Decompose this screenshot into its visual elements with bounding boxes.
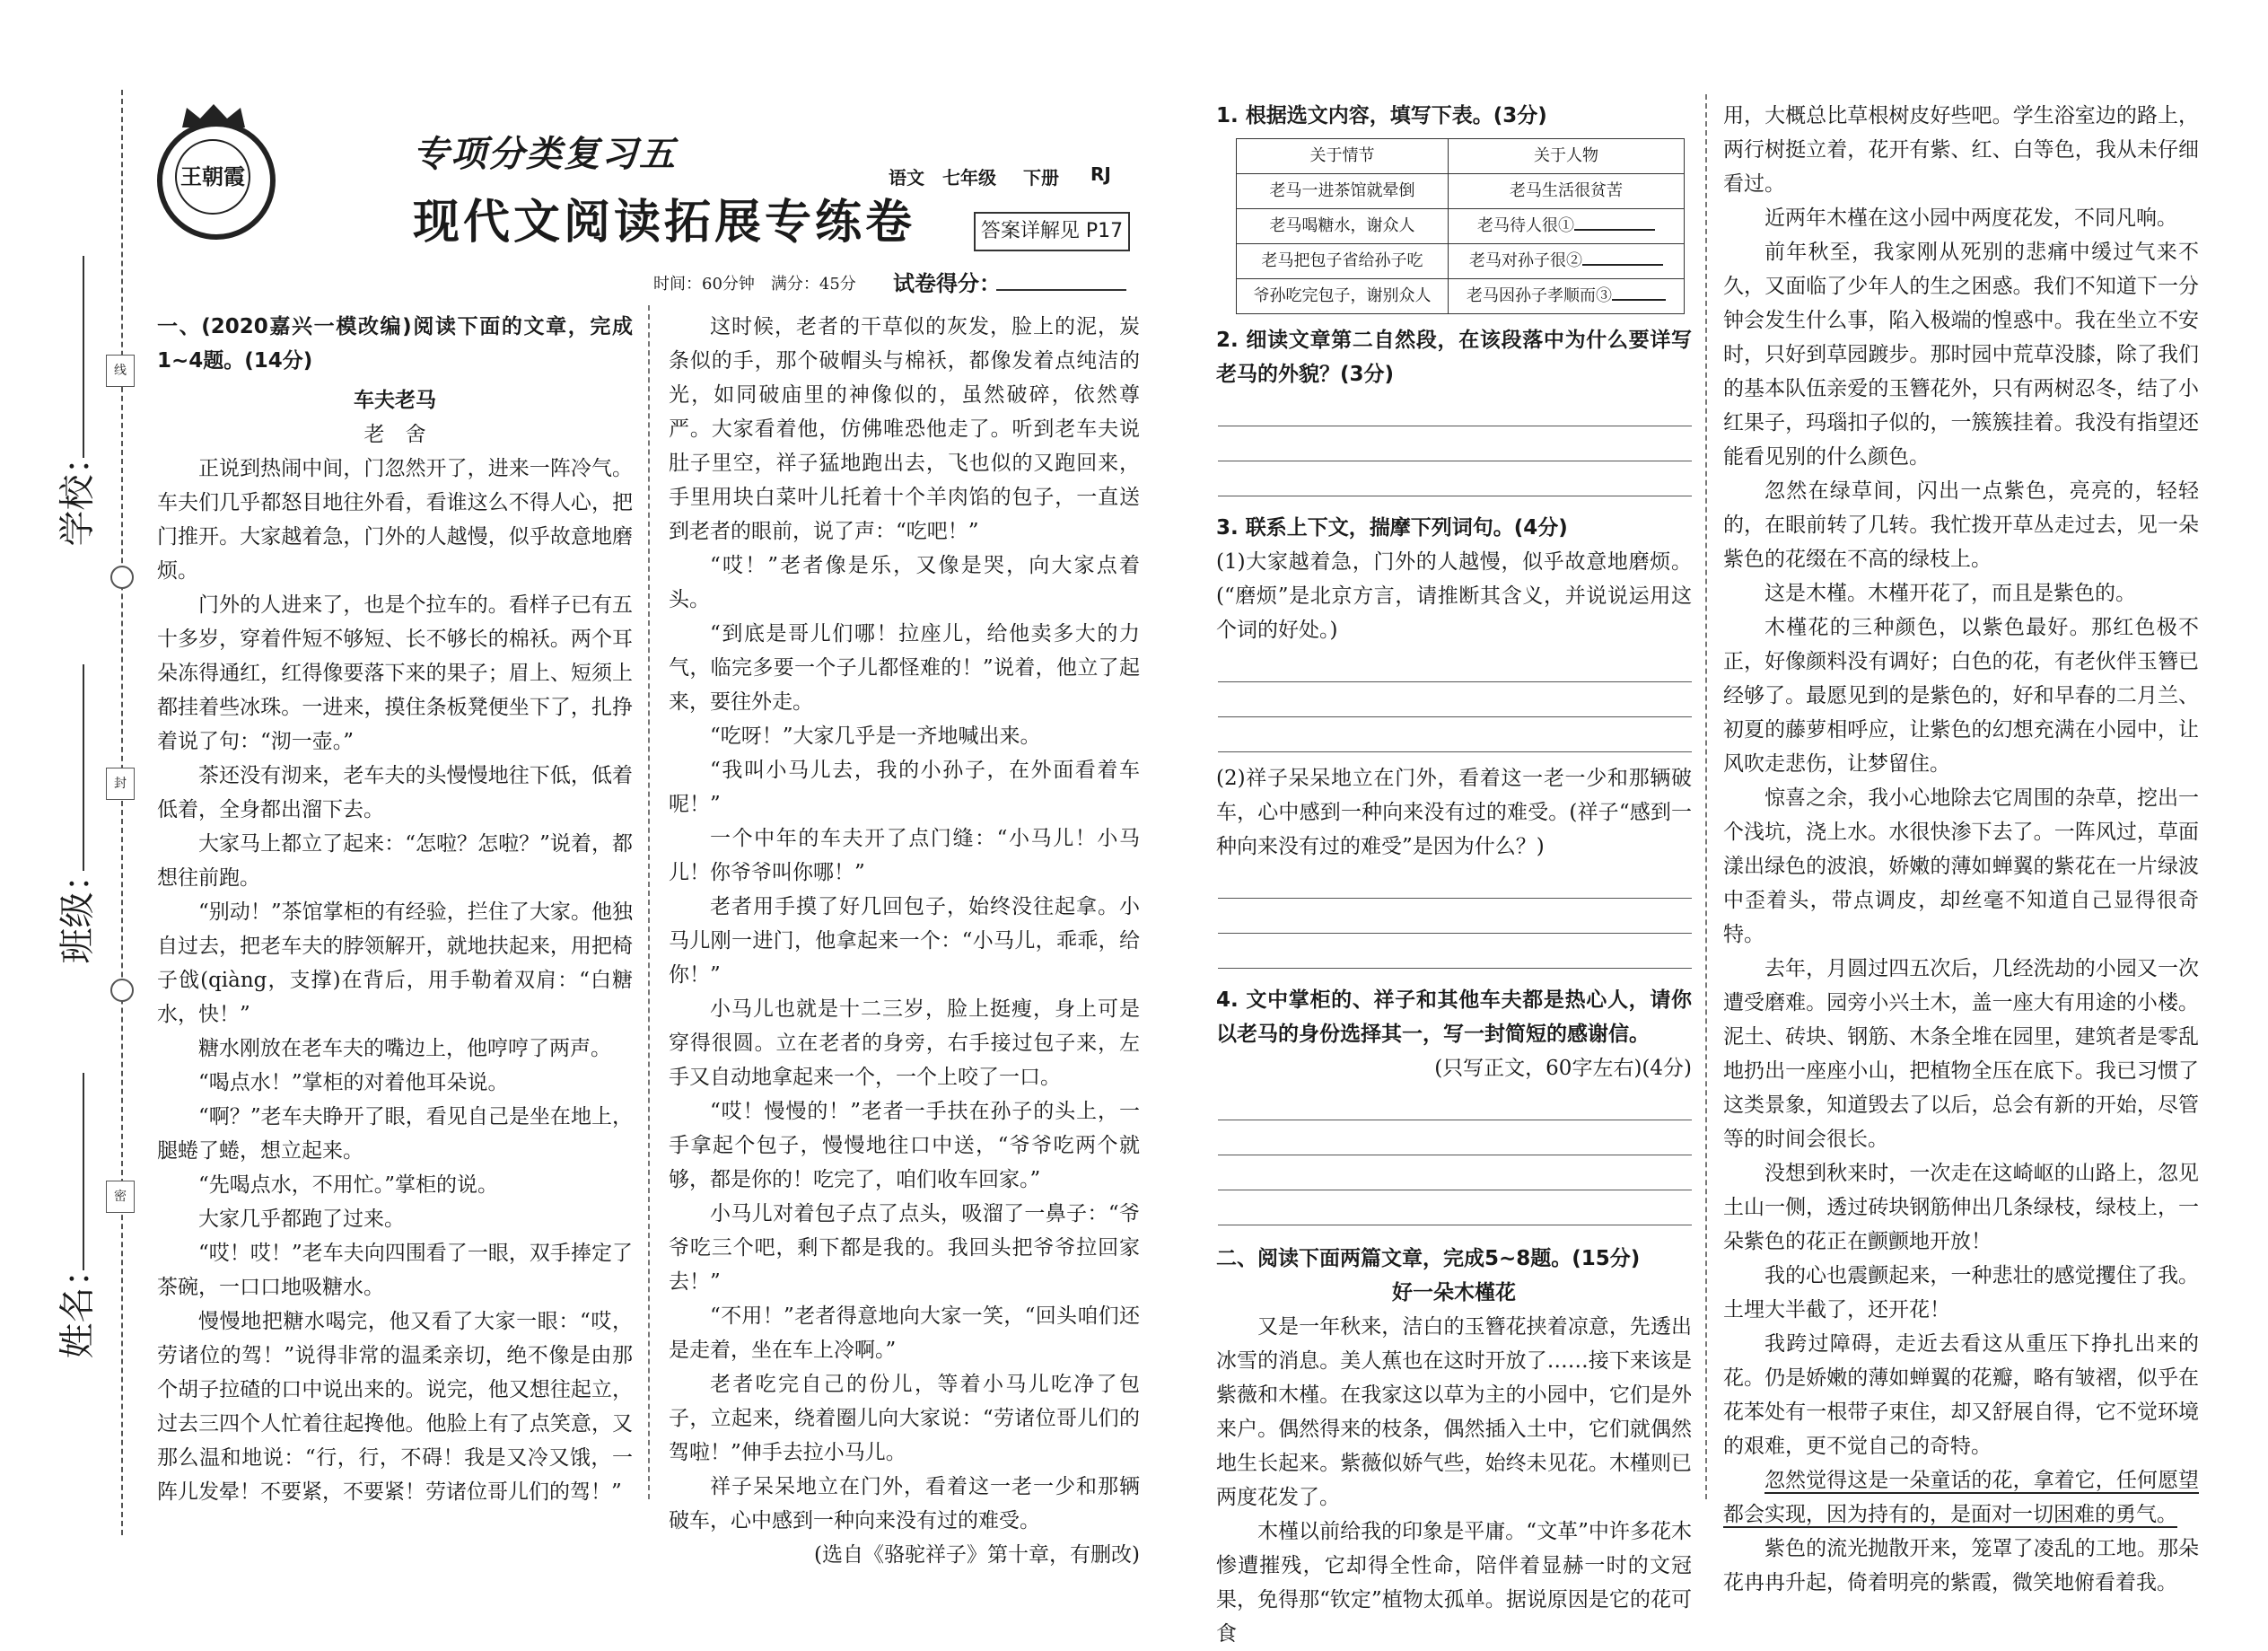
article1-paragraph: 门外的人进来了，也是个拉车的。看样子已有五十多岁，穿着件短不够短、长不够长的棉袄。两个耳朵冻得通红，红得像要落下来的果子；眉上、短须上都挂着些冰珠。一进来，摸住条板凳便坐下了，扎挣着说了句：“沏一壶。” xyxy=(157,593,633,753)
article2-paragraph: 没想到秋来时，一次走在这崎岖的山路上，忽见土山一侧，透过砖块钢筋伸出几条绿枝，绿枝上，一朵紫色的花正在颤颤地开放！ xyxy=(1723,1162,2199,1253)
volume-tag: 下册 xyxy=(1023,167,1059,189)
table-cell: 老马一进茶馆就晕倒 xyxy=(1237,174,1449,209)
grade-tag: 七年级 xyxy=(942,167,996,189)
article1-paragraph: “先喝点水，不用忙。”掌柜的说。 xyxy=(198,1173,499,1197)
question-3-1: (1)大家越着急，门外的人越慢，似乎故意地磨烦。(“磨烦”是北京方言，请推断其含义，并说说运用这个词的好处。) xyxy=(1216,550,1692,642)
article2-paragraph: 用，大概总比草根树皮好些吧。学生浴室边的路上，两行树挺立着，花开有紫、红、白等色，我从未仔细看过。 xyxy=(1723,104,2199,196)
binding-hole-bottom xyxy=(110,979,134,1002)
article1-paragraph: “哎！”老者像是乐，又像是哭，向大家点着头。 xyxy=(669,554,1140,611)
article2-paragraph: 前年秋至，我家刚从死别的悲痛中缓过气来不久，又面临了少年人的生之困惑。我们不知道下一分钟会发生什么事，陷入极端的惶惑中。我在坐立不安时，只好到草园踱步。那时园中荒草没膝，除了我们的基本队伍亲爱的玉簪花外，只有两树忍冬，结了小红果子，玛瑙扣子似的，一簇簇挂着。我没有指望还能看见别的什么颜色。 xyxy=(1723,241,2199,469)
score-field[interactable] xyxy=(996,289,1126,291)
table-answer-cell[interactable] xyxy=(1449,209,1685,244)
class-field[interactable] xyxy=(83,664,84,871)
article1-paragraph: “我叫小马儿去，我的小孙子，在外面看着车呢！” xyxy=(669,759,1140,816)
score-label: 试卷得分： xyxy=(893,271,1001,296)
answer-line[interactable] xyxy=(1218,934,1692,969)
table-answer-cell[interactable] xyxy=(1449,279,1685,314)
article1-paragraph: 小马儿对着包子点了点头，吸溜了一鼻子：“爷爷吃三个吧，剩下都是我的。我回头把爷爷拉回家去！” xyxy=(669,1202,1140,1294)
column-1 xyxy=(157,310,633,1509)
name-label: 姓名： xyxy=(57,1251,99,1359)
part2-instruction: 二、阅读下面两篇文章，完成5~8题。(15分) xyxy=(1216,1247,1641,1270)
article2-paragraph: 紫色的流光抛散开来，笼罩了凌乱的工地。那朵花冉冉升起，倚着明亮的紫霞，微笑地俯看着我。 xyxy=(1723,1537,2199,1594)
article1-paragraph: “啊？”老车夫睁开了眼，看见自己是坐在地上，腿蜷了蜷，想立起来。 xyxy=(157,1105,633,1163)
article1-paragraph: “吃呀！”大家几乎是一齐地喊出来。 xyxy=(710,725,1041,748)
class-label: 班级： xyxy=(57,856,99,964)
table-cell: 爷孙吃完包子，谢别众人 xyxy=(1237,279,1449,314)
column-4 xyxy=(1723,99,2199,1600)
article2-paragraph: 我的心也震颤起来，一种悲壮的感觉攫住了我。土埋大半截了，还开花！ xyxy=(1723,1264,2199,1322)
article2-paragraph: 去年，月圆过四五次后，几经洗劫的小园又一次遭受磨难。园旁小兴土木，盖一座大有用途的小楼。泥土、砖块、钢筋、木条全堆在园里，建筑者是零乱地扔出一座座小山，把植物全压在底下。我已习惯了这类景象，知道毁去了以后，总会有新的开始，尽管等的时间会很长。 xyxy=(1723,957,2199,1151)
article1-paragraph: 茶还没有沏来，老车夫的头慢慢地往下低，低着低着，全身都出溜下去。 xyxy=(157,764,633,821)
article1-paragraph: “别动！”茶馆掌柜的有经验，拦住了大家。他独自过去，把老车夫的脖领解开，就地扶起来，用把椅子戗(qiàng，支撑)在背后，用手勒着双肩：“白糖水，快！” xyxy=(157,900,633,1026)
article1-author: 老 舍 xyxy=(363,423,426,446)
table-cell: 老马喝糖水，谢众人 xyxy=(1237,209,1449,244)
part1-instruction: 一、(2020嘉兴一模改编)阅读下面的文章，完成1~4题。(14分) xyxy=(157,315,633,373)
article1-paragraph: 慢慢地把糖水喝完，他又看了大家一眼：“哎，劳诸位的驾！”说得非常的温柔亲切，绝不像是由那个胡子拉碴的口中说出来的。说完，他又想往起立，过去三四个人忙着往起搀他。他脸上有了点笑意，又那么温和地说：“行，行，不碍！我是又冷又饿，一阵儿发晕！不要紧，不要紧！劳诸位哥儿们的驾！” xyxy=(157,1310,633,1504)
article1-paragraph: 祥子呆呆地立在门外，看着这一老一少和那辆破车，心中感到一种向来没有过的难受。 xyxy=(669,1475,1140,1532)
table-header: 关于情节 xyxy=(1237,139,1449,174)
binding-line xyxy=(121,90,123,1535)
question-3-2: (2)祥子呆呆地立在门外，看着这一老一少和那辆破车，心中感到一种向来没有过的难受。(祥子“感到一种向来没有过的难受”是因为什么？) xyxy=(1216,767,1692,858)
answer-line[interactable] xyxy=(1218,717,1692,752)
answer-line[interactable] xyxy=(1218,1085,1692,1120)
article2-paragraph: 又是一年秋来，洁白的玉簪花挟着凉意，先透出冰雪的消息。美人蕉也在这时开放了……接下来该是紫薇和木槿。在我家这以草为主的小园中，它们是外来户。偶然得来的枝条，偶然插入土中，它们就偶然地生长起来。紫薇似娇气些，始终未见花。木槿则已两度花发了。 xyxy=(1216,1315,1692,1509)
answer-line[interactable] xyxy=(1218,1155,1692,1190)
answer-line[interactable] xyxy=(1218,899,1692,934)
article2-title: 好一朵木槿花 xyxy=(1392,1281,1516,1304)
underlined-sentence: 忽然觉得这是一朵童话的花，拿着它，任何愿望都会实现，因为持有的，是面对一切困难的勇气。 xyxy=(1723,1469,2199,1526)
column-2 xyxy=(669,310,1140,1572)
article1-paragraph: “哎！慢慢的！”老者一手扶在孙子的头上，一手拿起个包子，慢慢地往口中送，“爷爷吃两个就够，都是你的！吃完了，咱们收车回家。” xyxy=(669,1100,1140,1191)
info-table xyxy=(1236,138,1685,314)
school-field[interactable] xyxy=(83,256,84,458)
question-4-note: (只写正文，60字左右)(4分) xyxy=(1434,1057,1692,1080)
page-title: 现代文阅读拓展专练卷 xyxy=(413,196,916,250)
table-cell: 老马生活很贫苦 xyxy=(1449,174,1685,209)
article1-paragraph: “到底是哥儿们哪！拉座儿，给他卖多大的力气，临完多要一个子儿都怪难的！”说着，他立了起来，要往外走。 xyxy=(669,622,1140,714)
brand-logo-text: 王朝霞 xyxy=(175,139,250,215)
article1-source: (选自《骆驼祥子》第十章，有删改) xyxy=(814,1543,1140,1567)
table-cell: 老马待人很① xyxy=(1477,216,1575,235)
article1-paragraph: 老者吃完自己的份儿，等着小马儿吃净了包子，立起来，绕着圈儿向大家说：“劳诸位哥儿们的驾啦！”伸手去拉小马儿。 xyxy=(669,1373,1140,1464)
article2-paragraph: 忽然在绿草间，闪出一点紫色，亮亮的，轻轻的，在眼前转了几转。我忙拨开草丛走过去，见一朵紫色的花缀在不高的绿枝上。 xyxy=(1723,479,2199,571)
article1-paragraph: “不用！”老者得意地向大家一笑，“回头咱们还是走着，坐在车上冷啊。” xyxy=(669,1304,1140,1362)
question-1: 1. 根据选文内容，填写下表。(3分) xyxy=(1216,104,1547,127)
question-3: 3. 联系上下文，揣摩下列词句。(4分) xyxy=(1216,516,1568,540)
table-row xyxy=(1237,279,1685,314)
column-3 xyxy=(1216,99,1692,1651)
binding-hole-top xyxy=(110,566,134,589)
answer-line[interactable] xyxy=(1218,647,1692,682)
answer-line[interactable] xyxy=(1218,461,1692,496)
subject-tag: 语文 xyxy=(889,167,924,189)
article2-paragraph: 近两年木槿在这小园中两度花发，不同凡响。 xyxy=(1764,206,2177,230)
article1-paragraph: 大家几乎都跑了过来。 xyxy=(198,1208,405,1231)
school-label: 学校： xyxy=(57,438,99,547)
answer-line[interactable] xyxy=(1218,1190,1692,1225)
article1-paragraph: “哎！哎！”老车夫向四围看了一眼，双手捧定了茶碗，一口口地吸糖水。 xyxy=(157,1242,633,1299)
table-row xyxy=(1237,209,1685,244)
table-cell: 老马把包子省给孙子吃 xyxy=(1237,244,1449,279)
table-cell: 老马因孙子孝顺而③ xyxy=(1467,286,1613,305)
article1-paragraph: 老者用手摸了好几回包子，始终没往起拿。小马儿刚一进门，他拿起来一个：“小马儿，乖乖，给你！” xyxy=(669,895,1140,987)
page-subtitle: 专项分类复习五 xyxy=(413,134,677,175)
article2-paragraph: 木槿以前给我的印象是平庸。“文革”中许多花木惨遭摧残，它却得全性命，陪伴着显赫一时的文冠果，免得那“钦定”植物太孤单。据说原因是它的花可食 xyxy=(1216,1520,1692,1646)
question-4: 4. 文中掌柜的、祥子和其他车夫都是热心人，请你以老马的身份选择其一，写一封简短的感谢信。 xyxy=(1216,988,1692,1046)
article1-paragraph: 一个中年的车夫开了点门缝：“小马儿！小马儿！你爷爷叫你哪！” xyxy=(669,827,1140,884)
article1-paragraph: 正说到热闹中间，门忽然开了，进来一阵冷气。车夫们几乎都怒目地往外看，看谁这么不得人心，把门推开。大家越着急，门外的人越慢，似乎故意地磨烦。 xyxy=(157,457,633,583)
exam-meta: 时间：60分钟 满分：45分 xyxy=(653,275,856,294)
article2-paragraph: 惊喜之余，我小心地除去它周围的杂草，挖出一个浅坑，浇上水。水很快渗下去了。一阵风过，草面漾出绿色的波浪，娇嫩的薄如蝉翼的紫花在一片绿波中歪着头，带点调皮，却丝毫不知道自己显得很奇特。 xyxy=(1723,786,2199,946)
binding-mark-1: 线 xyxy=(106,355,135,387)
table-header: 关于人物 xyxy=(1449,139,1685,174)
binding-mark-3: 密 xyxy=(106,1181,135,1213)
answer-line[interactable] xyxy=(1218,682,1692,717)
article2-underlined-paragraph xyxy=(1723,1463,2199,1532)
article2-paragraph: 这是木槿。木槿开花了，而且是紫色的。 xyxy=(1764,582,2136,605)
column-divider xyxy=(1705,94,1707,1499)
table-row xyxy=(1237,174,1685,209)
article1-paragraph: 小马儿也就是十二三岁，脸上挺瘦，身上可是穿得很圆。立在老者的身旁，右手接过包子来，左手又自动地拿起来一个，一个上咬了一口。 xyxy=(669,997,1140,1089)
table-cell: 老马对孙子很② xyxy=(1469,251,1583,270)
article1-paragraph: 大家马上都立了起来：“怎啦？怎啦？”说着，都想往前跑。 xyxy=(157,832,633,890)
edition-tag: RJ xyxy=(1090,163,1111,185)
answer-line[interactable] xyxy=(1218,391,1692,426)
brand-logo xyxy=(157,121,276,240)
article1-paragraph: “喝点水！”掌柜的对着他耳朵说。 xyxy=(198,1071,509,1094)
article1-title: 车夫老马 xyxy=(354,389,436,412)
answer-line[interactable] xyxy=(1218,1120,1692,1155)
answer-line[interactable] xyxy=(1218,864,1692,899)
article1-paragraph: 这时候，老者的干草似的灰发，脸上的泥，炭条似的手，那个破帽头与棉袄，都像发着点纯洁的光，如同破庙里的神像似的，虽然破碎，依然尊严。大家看着他，仿佛唯恐他走了。听到老车夫说肚子里空，祥子猛地跑出去，飞也似的又跑回来，手里用块白菜叶儿托着十个羊肉馅的包子，一直送到老者的眼前，说了声：“吃吧！” xyxy=(669,315,1140,543)
article1-paragraph: 糖水刚放在老车夫的嘴边上，他哼哼了两声。 xyxy=(198,1037,611,1060)
name-field[interactable] xyxy=(83,1073,84,1270)
article2-paragraph: 我跨过障碍，走近去看这从重压下挣扎出来的花。仍是娇嫩的薄如蝉翼的花瓣，略有皱褶，似乎在花苯处有一根带子束住，却又舒展自得，它不觉环境的艰难，更不觉自己的奇特。 xyxy=(1723,1332,2199,1458)
article2-paragraph: 木槿花的三种颜色，以紫色最好。那红色极不正，好像颜料没有调好；白色的花，有老伙伴玉簪已经够了。最愿见到的是紫色的，好和早春的二月兰、初夏的藤萝相呼应，让紫色的幻想充满在小园中，让风吹走悲伤，让梦留住。 xyxy=(1723,616,2199,776)
answer-line[interactable] xyxy=(1218,426,1692,461)
question-2: 2. 细读文章第二自然段，在该段落中为什么要详写老马的外貌？(3分) xyxy=(1216,329,1692,386)
table-row xyxy=(1237,244,1685,279)
column-divider xyxy=(648,305,650,1499)
table-answer-cell[interactable] xyxy=(1449,244,1685,279)
answer-reference: 答案详解见 P17 xyxy=(974,212,1130,251)
binding-mark-2: 封 xyxy=(106,768,135,800)
